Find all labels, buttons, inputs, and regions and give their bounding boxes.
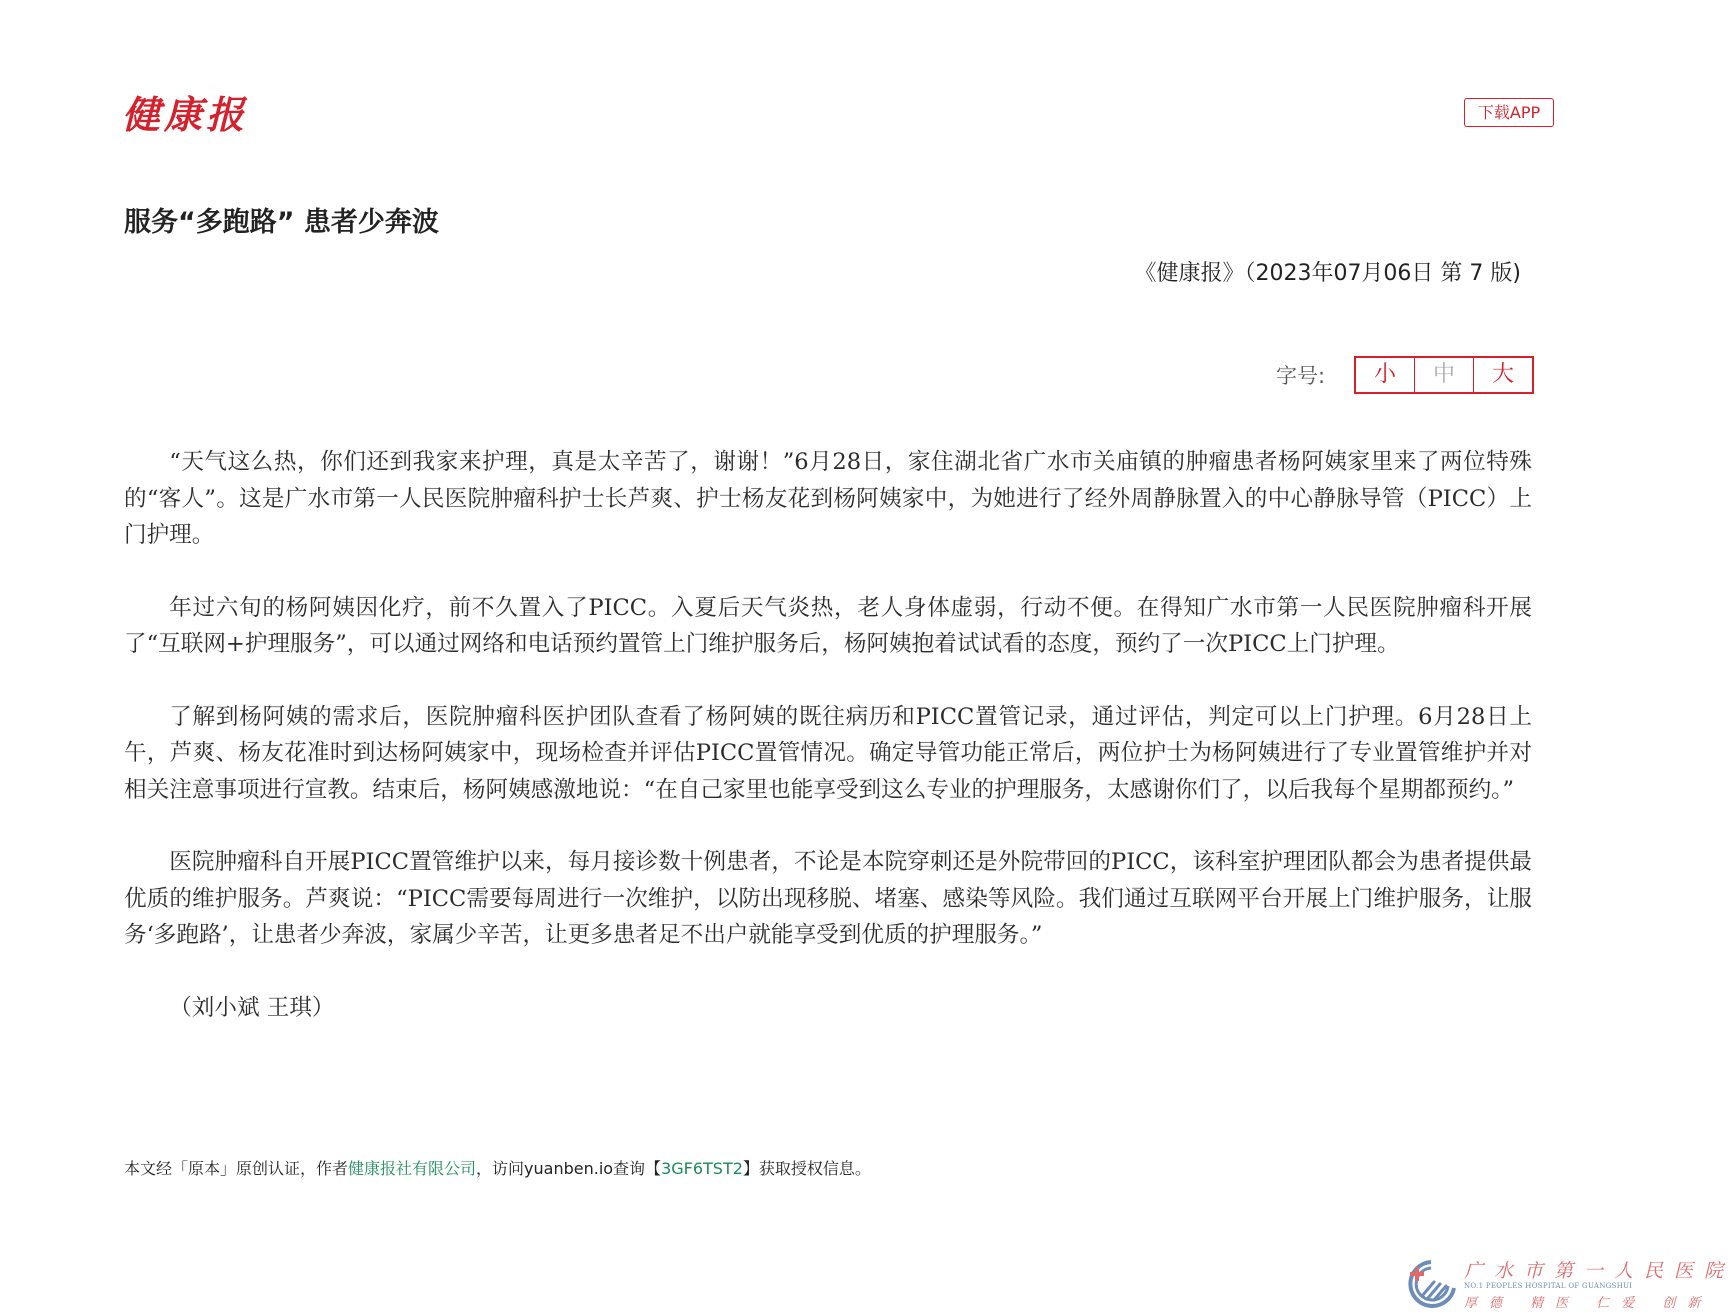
hospital-name-cn: 广水市第一人民医院 bbox=[1464, 1260, 1734, 1282]
copyright-suffix: 】获取授权信息。 bbox=[742, 1159, 871, 1178]
hospital-watermark bbox=[1402, 1256, 1734, 1312]
copyright-prefix: 本文经「原本」原创认证，作者 bbox=[124, 1159, 349, 1178]
copyright-middle: ，访问yuanben.io查询【 bbox=[476, 1159, 662, 1178]
hospital-logo-icon bbox=[1402, 1258, 1460, 1310]
hospital-name-en: NO.1 PEOPLES HOSPITAL OF GUANGSHUI bbox=[1464, 1282, 1633, 1290]
download-app-button[interactable]: 下载APP bbox=[1464, 98, 1554, 127]
article-body bbox=[124, 444, 1532, 1062]
font-size-large-button[interactable]: 大 bbox=[1491, 362, 1514, 387]
article-source: 《健康报》（2023年07月06日 第 7 版) bbox=[1134, 261, 1521, 286]
copyright-notice bbox=[124, 1156, 871, 1179]
article-paragraph: 医院肿瘤科自开展PICC置管维护以来，每月接诊数十例患者，不论是本院穿刺还是外院带回的PICC，该科室护理团队都会为患者提供最优质的维护服务。芦爽说：“PICC需要每周进行一次维护，以防出现移脱、堵塞、感染等风险。我们通过互联网平台开展上门维护服务，让服务‘多跑路’，让患者少奔波，家属少辛苦，让更多患者足不出户就能享受到优质的护理服务。” bbox=[124, 849, 1532, 948]
article-author: （刘小斌 王琪） bbox=[169, 994, 335, 1021]
copyright-code-link[interactable]: 3GF6TST2 bbox=[661, 1159, 743, 1178]
font-size-label: 字号: bbox=[1276, 364, 1326, 388]
hospital-motto: 厚德 精医 仁爱 创新 bbox=[1464, 1296, 1713, 1311]
article-paragraph: “天气这么热，你们还到我家来护理，真是太辛苦了，谢谢！”6月28日，家住湖北省广水市关庙镇的肿瘤患者杨阿姨家里来了两位特殊的“客人”。这是广水市第一人民医院肿瘤科护士长芦爽、护士杨友花到杨阿姨家中，为她进行了经外周静脉置入的中心静脉导管（PICC）上门护理。 bbox=[124, 449, 1532, 548]
site-logo[interactable]: 健康报 bbox=[122, 92, 249, 137]
author-company-link[interactable]: 健康报社有限公司 bbox=[348, 1159, 477, 1178]
article-paragraph: 年过六旬的杨阿姨因化疗，前不久置入了PICC。入夏后天气炎热，老人身体虚弱，行动不便。在得知广水市第一人民医院肿瘤科开展了“互联网+护理服务”，可以通过网络和电话预约置管上门维护服务后，杨阿姨抱着试试看的态度，预约了一次PICC上门护理。 bbox=[124, 594, 1532, 657]
font-size-small-button[interactable]: 小 bbox=[1356, 358, 1415, 392]
article-paragraph: 了解到杨阿姨的需求后，医院肿瘤科医护团队查看了杨阿姨的既往病历和PICC置管记录，通过评估，判定可以上门护理。6月28日上午，芦爽、杨友花准时到达杨阿姨家中，现场检查并评估PICC置管情况。确定导管功能正常后，两位护士为杨阿姨进行了专业置管维护并对相关注意事项进行宣教。结束后，杨阿姨感激地说：“在自己家里也能享受到这么专业的护理服务，太感谢你们了，以后我每个星期都预约。” bbox=[124, 703, 1532, 803]
article-title: 服务“多跑路” 患者少奔波 bbox=[124, 207, 439, 238]
font-size-switcher bbox=[1354, 356, 1534, 394]
font-size-medium-button[interactable]: 中 bbox=[1415, 358, 1474, 392]
